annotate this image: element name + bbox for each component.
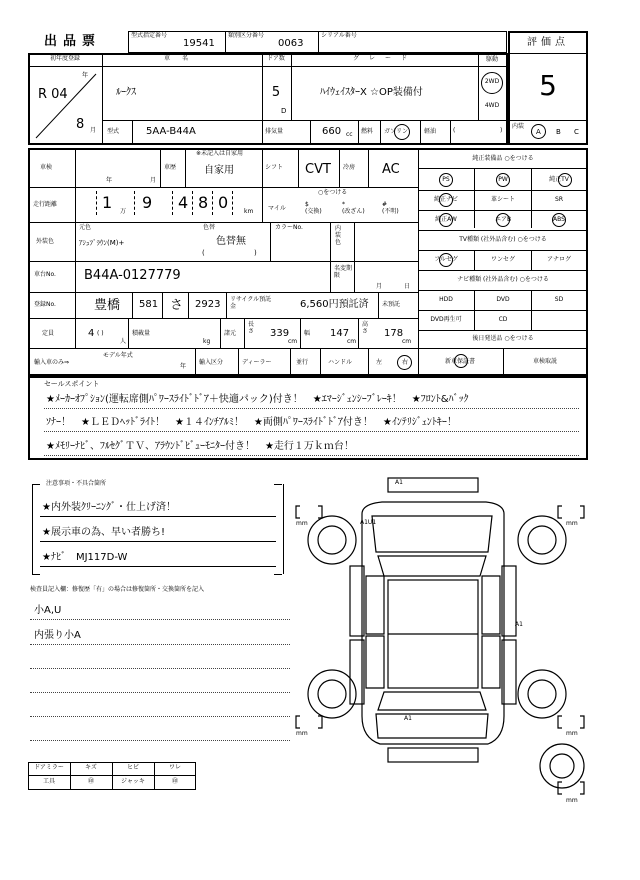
damage-mark-4: A1 (404, 715, 412, 722)
orig-color: ｱｼｭﾌﾞﾗｳﾝ(M)+ (79, 239, 125, 247)
recycle: 6,560円預託済 (300, 299, 369, 310)
shift: CVT (305, 162, 331, 177)
model-code: 5AA-B44A (146, 126, 196, 137)
interior-circle (531, 124, 546, 139)
first-reg-label: 初年度登録 (49, 55, 81, 62)
handle-circle (397, 355, 412, 370)
fuel-circle (394, 124, 410, 140)
displacement: 660 (322, 126, 342, 137)
damage-mark-3: A1 (515, 621, 523, 628)
car-name: ﾙｰｸｽ (116, 87, 136, 98)
doors: 5 (271, 85, 281, 100)
reg-year: R 04 (38, 87, 68, 102)
class-no: 0063 (278, 38, 304, 49)
reg-month: 8 (76, 117, 85, 132)
fuel-label: 燃料 (361, 128, 374, 135)
equipment-panel: 純正装備品 ○をつける PS PW 純正TV 純正ナビ 革シート SR 純正AW エアB ABS TV種類 (社外品含む) ○をつける フルセグ ワンセグ アナログ ナビ種類 (社外品含む) ○をつける HDD DVD SD DVD再生可 CD 後日発送品 ○をつける 新車保証書 車検取説 (418, 148, 588, 376)
note-line-2: ★展示車の為、早い者勝ち! (42, 527, 165, 538)
height: 178 (384, 328, 404, 339)
reg-kana: さ (170, 298, 184, 313)
eval-score: 5 (539, 69, 557, 102)
drive-label: 駆動 (485, 56, 499, 63)
width: 147 (330, 328, 350, 339)
interior-label: 内装 (512, 123, 525, 130)
grade-label: グレード (352, 55, 418, 62)
sales-line-3: ★ﾒﾓﾘｰﾅﾋﾞ、ﾌﾙｾｸﾞＴＶ、ｱﾗｳﾝﾄﾞﾋﾞｭｰﾓﾆﾀｰ付き！ ★走行１万ｋｍ台！ (46, 441, 354, 452)
color-change: 色替無 (216, 236, 246, 247)
inspector-line-2: 内張り小A (34, 630, 81, 641)
serial-label: シリアル番号 (321, 32, 357, 39)
model-label: 型式 (107, 128, 120, 135)
damage-mark-1: A1 (395, 479, 403, 486)
length: 339 (270, 328, 290, 339)
type-no: 19541 (183, 38, 215, 49)
reg-num: 2923 (195, 299, 221, 310)
capacity: 4 (88, 328, 95, 339)
vin: B44A-0127779 (84, 268, 181, 283)
sales-line-1: ★ﾒｰｶｰｵﾌﾟｼｮﾝ(運転席側ﾊﾟﾜｰｽﾗｲﾄﾞﾄﾞｱ＋快適パック)付き！ ★ｴﾏｰｼﾞｪﾝｼｰﾌﾞﾚｰｷ！ ★ﾌﾛﾝﾄ&ﾊﾞｯｸ (46, 394, 469, 405)
mileage: 1 万 9 4 8 0 km (82, 191, 257, 217)
inspector-label: 検査員記入欄：修復歴「有」の場合は修復箇所・交換箇所を記入 (30, 586, 205, 593)
note-line-1: ★内外装ｸﾘｰﾆﾝｸﾞ・仕上げ済！ (42, 502, 176, 513)
car-name-label: 車名 (163, 55, 201, 62)
class-no-label: 類別区分番号 (228, 32, 265, 39)
grade: ﾊｲｳｪｲｽﾀｰX ☆OP装備付 (320, 87, 423, 98)
eval-label: 評価点 (527, 37, 569, 48)
car-damage-diagram (292, 476, 592, 806)
doors-label: ドア数 (267, 55, 285, 62)
note-line-3: ★ﾅﾋﾞ MJ117D-W (42, 552, 128, 563)
reg-area: 豊橋 (94, 298, 121, 313)
history: 自家用 (204, 165, 234, 176)
title: 出品票 (44, 34, 102, 49)
damage-mark-2: A1U1 (360, 519, 377, 526)
inspector-line-1: 小A,U (34, 605, 62, 616)
reg-class: 581 (139, 299, 159, 310)
ac: AC (382, 162, 400, 177)
sales-line-2: ｿﾅｰ！ ★ＬＥＤﾍｯﾄﾞﾗｲﾄ！ ★１４ｲﾝﾁｱﾙﾐ！ ★両側ﾊﾟﾜｰｽﾗｲﾄﾞﾄﾞｱ付き！ ★ｲﾝﾃﾘｼﾞｪﾝﾄｷｰ！ (46, 417, 457, 428)
displacement-label: 排気量 (265, 128, 284, 135)
type-no-label: 型式指定番号 (131, 32, 168, 39)
